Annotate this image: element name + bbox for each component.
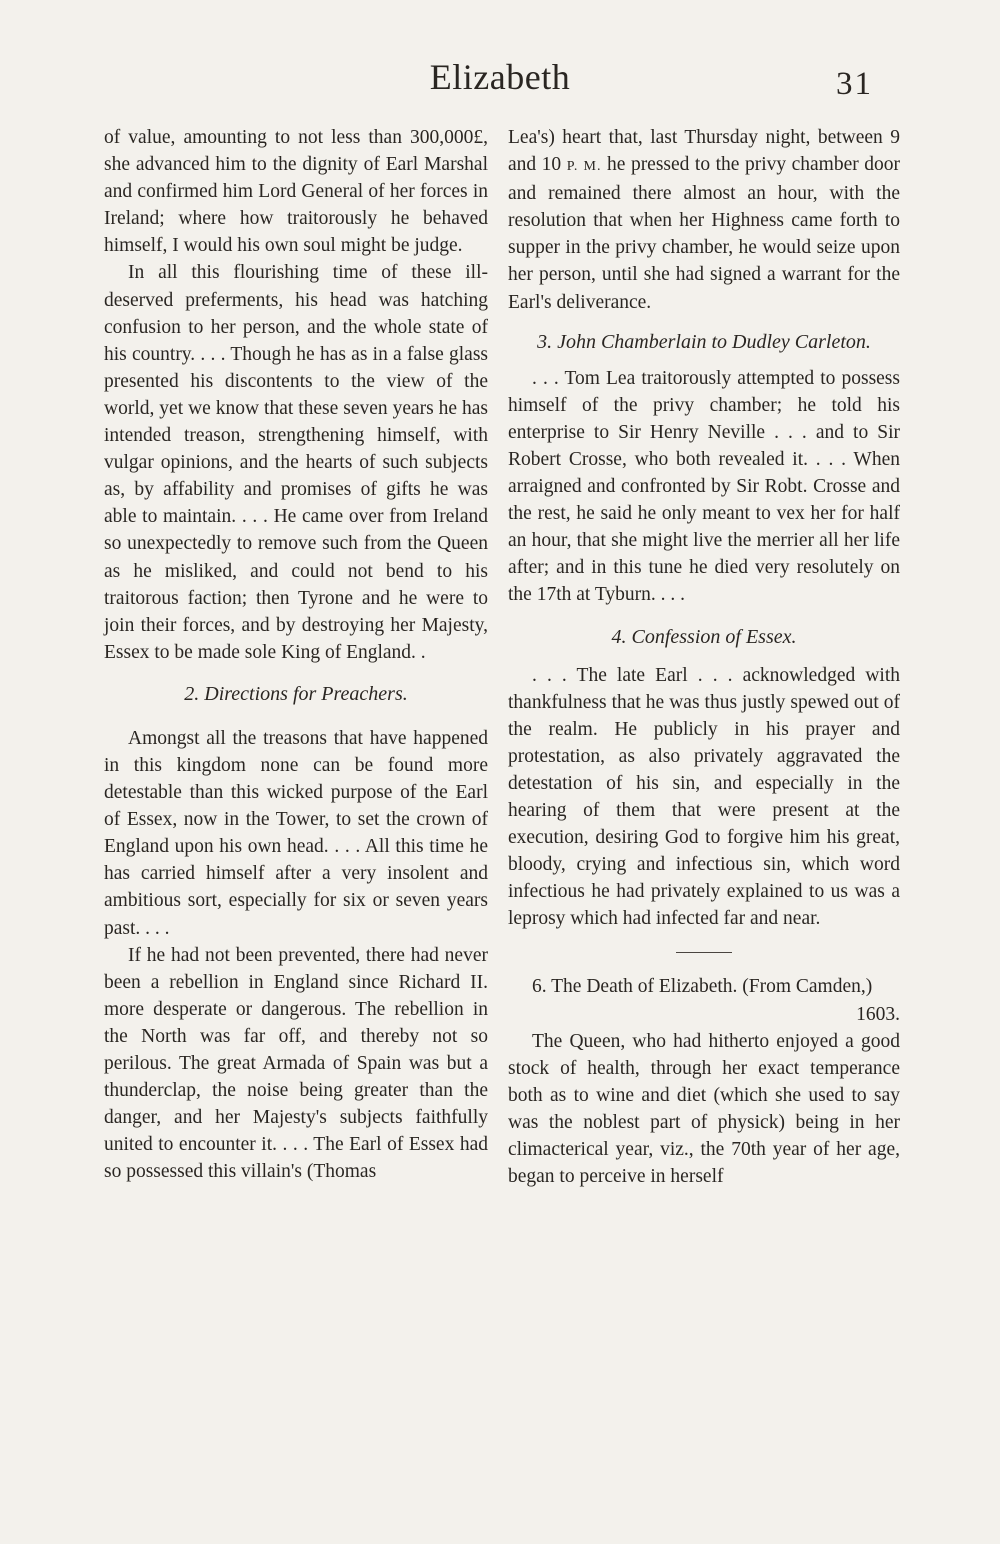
- page-number: 31: [836, 66, 873, 102]
- left-paragraph-1: of value, amounting to not less than 300,000£, she advanced him to the dignity of Earl Marshal and confirmed him Lord General of her forces in Ireland; where how traitorously he behaved himself, I would his own soul might be judge.: [104, 127, 488, 257]
- right-paragraph-1-end: he pressed to the privy chamber door and remained there almost an hour, with the resolution that when her Highness came forth to supper in the privy chamber, he would seize upon her person, until she had signed a warrant for the Earl's deliverance.: [508, 154, 901, 313]
- left-paragraph-3: Amongst all the treasons that have happened in this kingdom none can be found more detestable than this wicked purpose of the Earl of Essex, now in the Tower, to set the crown of England upon his own head. . . . All this time he has carried himself after a very insolent and ambitious sort, especially for six or seven years past. . . .: [104, 727, 488, 939]
- right-paragraph-4: The Queen, who had hitherto enjoyed a good stock of health, through her exact temperance both as to wine and diet (which she used to say was the noblest part of physick) being in her climacterical year, viz., the 70th year of her age, began to perceive in herself: [508, 1030, 900, 1188]
- left-paragraph-2: In all this flourishing time of these ill-deserved preferments, his head was hatching confusion to her person, and the whole state of his country. . . . Though he has as in a false glass presented his discontents to the view of the world, yet we know that these seven years he has intended treason, strengthening himself, with vulgar opinions, and the hearts of such subjects as, by affability and promises of gifts he was able to maintain. . . . He came over from Ireland so unexpectedly to remove such from the Queen as he misliked, and could not bend to his traitorous faction; then Tyrone and he were to join their forces, and by destroying her Majesty, Essex to be made sole King of England. .: [104, 262, 488, 663]
- heading-chamberlain-to-carleton: 3. John Chamberlain to Dudley Carleton.: [537, 330, 871, 353]
- left-paragraph-4: If he had not been prevented, there had never been a rebellion in England since Richard II. more desperate or dangerous. The rebellion in the North was far off, and thereby not so perilous. The great Armada of Spain was but a thunderclap, the noise being greater than the danger, and her Majesty's subjects faithfully united to encounter it. . . . The Earl of Essex had so possessed this villain's (Thomas: [104, 944, 488, 1183]
- right-column: [508, 124, 900, 1190]
- time-smallcaps: P. M.: [566, 159, 602, 175]
- section-6-date: 1603.: [856, 1003, 900, 1025]
- heading-directions-for-preachers: 2. Directions for Preachers.: [184, 682, 408, 705]
- section-6-heading: 6. The Death of Elizabeth. (From Camden,): [532, 976, 873, 998]
- left-column: [104, 124, 488, 1185]
- running-head: Elizabeth: [429, 57, 571, 97]
- right-paragraph-1-start: Lea's) heart that, last Thursday night, between 9 and 10: [508, 127, 900, 176]
- right-paragraph-1: [508, 124, 900, 316]
- heading-confession-of-essex: 4. Confession of Essex.: [611, 625, 797, 648]
- right-paragraph-2: . . . Tom Lea traitorously attempted to possess himself of the privy chamber; he told his enterprise to Sir Henry Neville . . . and to Sir Robert Crosse, who both revealed it. . . . When arraigned and confronted by Sir Robt. Crosse and the rest, he said he only meant to vex her for half an hour, that she might live the merrier all her life after; and in this tune he died very resolutely on the 17th at Tyburn. . . .: [508, 367, 900, 606]
- right-paragraph-3: . . . The late Earl . . . acknowledged with thankfulness that he was thus justly spewed out of the realm. He publicly in his prayer and protestation, as also privately aggravated the detestation of his sin, and especially in the hearing of them that were present at the execution, desiring God to forgive him his great, bloody, crying and infectious sin, which word infectious he had privately explained to us was a leprosy which had infected far and near.: [508, 664, 900, 930]
